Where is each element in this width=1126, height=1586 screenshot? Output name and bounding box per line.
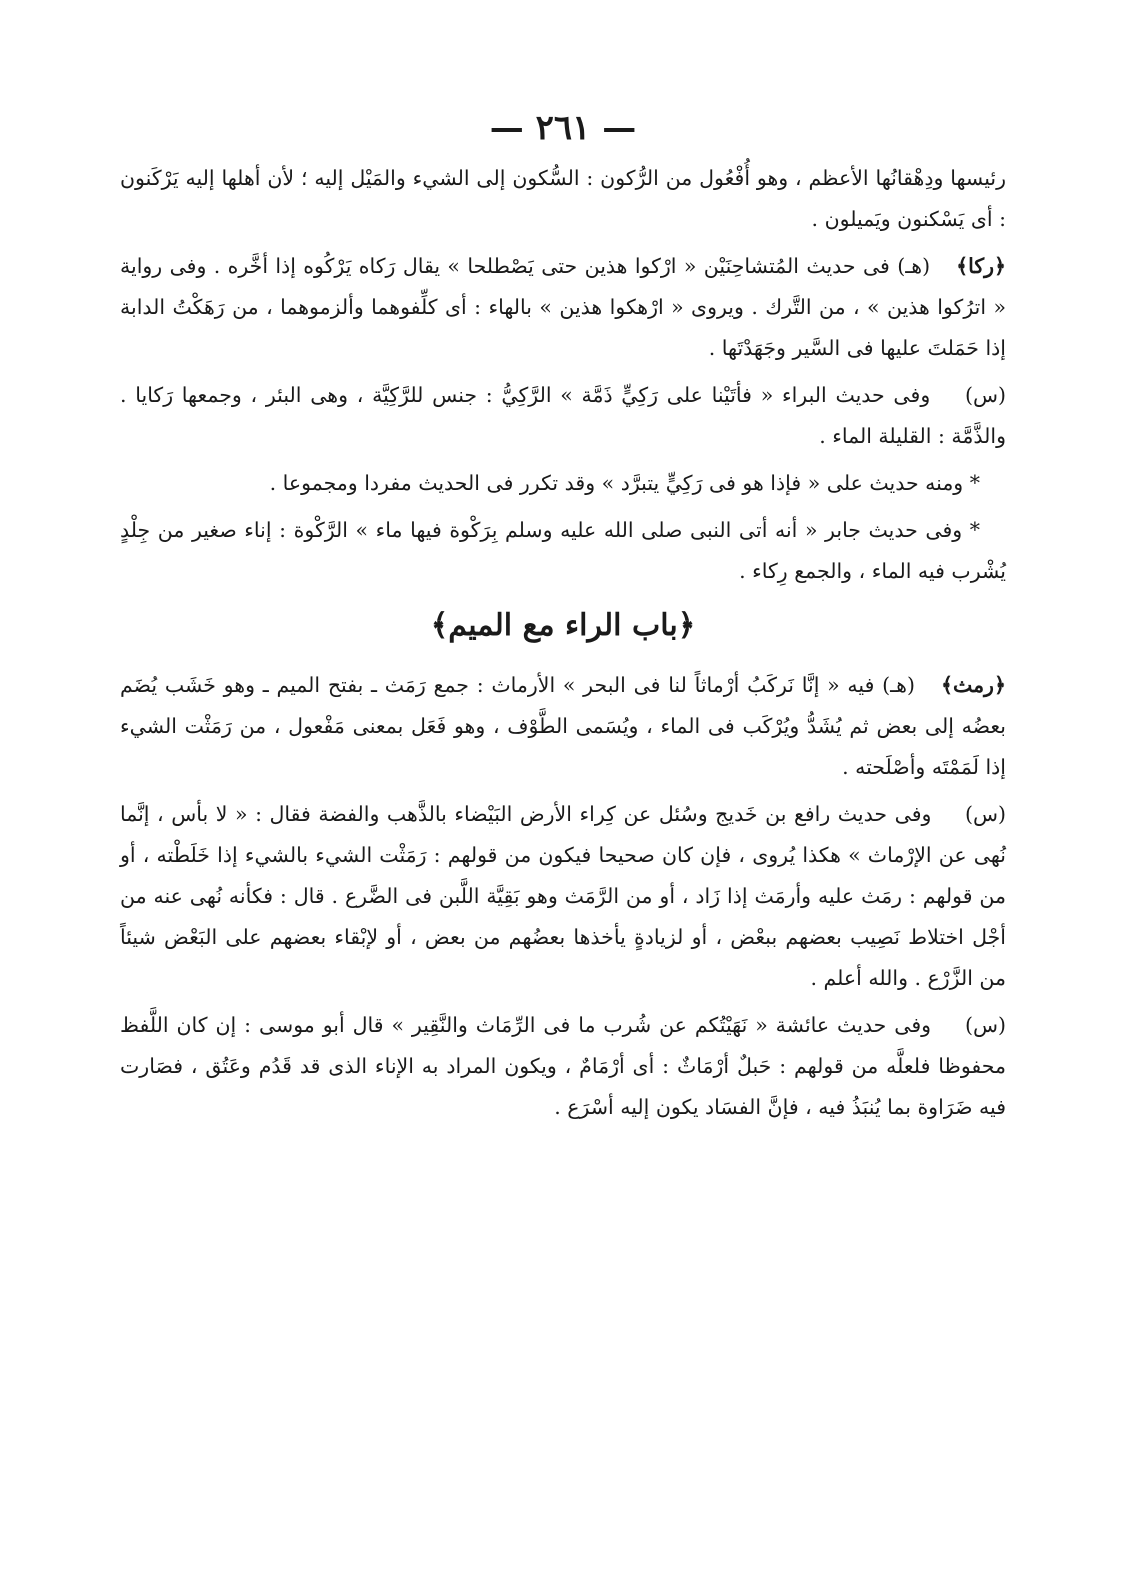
source-tag: (س): [964, 802, 1006, 826]
paragraph: [120, 510, 1006, 592]
entry-heading: ﴿رمث﴾: [940, 673, 1006, 697]
paragraph: [120, 158, 1006, 240]
paragraph: [120, 246, 1006, 369]
page-number: — ٢٦١ —: [489, 108, 637, 148]
paragraph-text: وفى حديث عائشة « نَهَيْتُكم عن شُرب ما فى الرِّمَاث والنَّقِير » قال أبو موسى : إن كان اللَّفظ محفوظا فلعلَّه من قولهم : حَبلٌ أرْمَاثٌ : أى أرْمَامٌ ، ويكون المراد به الإناء الذى قد قَدُم وعَتُق ، فصَارت فيه ضَرَاوة بما يُنبَذُ فيه ، فإنَّ الفسَاد يكون إليه أسْرَع .: [120, 1013, 1006, 1119]
body-text-after: [120, 665, 1006, 1128]
paragraph-text: وفى حديث جابر « أنه أتى النبى صلى الله عليه وسلم بِرَكْوة فيها ماء » الرَّكْوة : إناء صغير من جِلْدٍ يُشْرب فيه الماء ، والجمع رِكاء .: [120, 518, 1006, 583]
asterisk-marker: *: [969, 471, 980, 495]
source-tag: (س): [964, 1013, 1006, 1037]
paragraph-text: رئيسها ودِهْقانُها الأعظم ، وهو أُفْعُول من الرُّكون : السُّكون إلى الشيء والمَيْل إليه ؛ لأن أهلها إليه يَرْكَنون : أى يَسْكنون ويَميلون .: [120, 166, 1006, 231]
document-page: [120, 108, 1006, 1466]
paragraph: [120, 463, 1006, 504]
source-tag: (هـ): [882, 673, 915, 697]
source-tag: (هـ): [897, 254, 931, 278]
paragraph: [120, 665, 1006, 788]
body-text-before: [120, 158, 1006, 592]
section-title: ﴿باب الراء مع الميم﴾: [430, 608, 696, 643]
entry-heading: ﴿ركا﴾: [956, 254, 1006, 278]
paragraph-text: وفى حديث رافع بن خَديج وسُئل عن كِراء الأرض البَيْضاء بالذَّهب والفضة فقال : « لا بأس ، إنَّما نُهى عن الإرْماث » هكذا يُروى ، فإن كان صحيحا فيكون من قولهم : رَمَثْت الشيء بالشيء إذا خَلَطْته ، أو من قولهم : رمَث عليه وأرمَث إذا زَاد ، أو من الرَّمَث وهو بَقِيَّة اللَّبن فى الضَّرع . قال : فكأنه نُهى عنه من أجْل اختلاط نَصِيب بعضهم ببعْض ، أو لزيادةٍ يأخذها بعضُهم من بعض ، أو لإبْقاء بعضهم على البَعْض شيئاً من الزَّرْع . والله أعلم .: [120, 802, 1006, 990]
paragraph: [120, 375, 1006, 457]
paragraph-text: فى حديث المُتشاحِنَيْن « ارْكوا هذين حتى يَصْطلحا » يقال رَكاه يَرْكُوه إذا أخَّره . وفى رواية « اترُكوا هذين » ، من التَّرك . ويروى « ارْهكوا هذين » بالهاء : أى كلِّفوهما وألزموهما ، من رَهَكْتُ الدابة إذا حَمَلتَ عليها فى السَّير وجَهَدْتَها .: [120, 254, 1006, 360]
source-tag: (س): [964, 383, 1006, 407]
paragraph-text: فيه « إنَّا نَركَبُ أرْماثاً لنا فى البحر » الأرماث : جمع رَمَث ـ بفتح الميم ـ وهو خَشَب يُضَم بعضُه إلى بعض ثم يُشَدُّ ويُرْكَب فى الماء ، ويُسَمى الطَّوْف ، وهو فَعَل بمعنى مَفْعول ، من رَمَثْت الشيء إذا لَمَمْتَه وأصْلَحته .: [120, 673, 1006, 779]
paragraph-text: وفى حديث البراء « فأتَيْنا على رَكِيٍّ ذَمَّة » الرَّكِيُّ : جنس للرَّكِيَّة ، وهى البئر ، وجمعها رَكايا . والذَّمَّة : القليلة الماء .: [120, 383, 1006, 448]
paragraph: [120, 794, 1006, 999]
asterisk-marker: *: [969, 518, 980, 542]
paragraph: [120, 1005, 1006, 1128]
paragraph-text: ومنه حديث على « فإذا هو فى رَكِيٍّ يتبرَّد » وقد تكرر فى الحديث مفردا ومجموعا .: [269, 471, 964, 495]
